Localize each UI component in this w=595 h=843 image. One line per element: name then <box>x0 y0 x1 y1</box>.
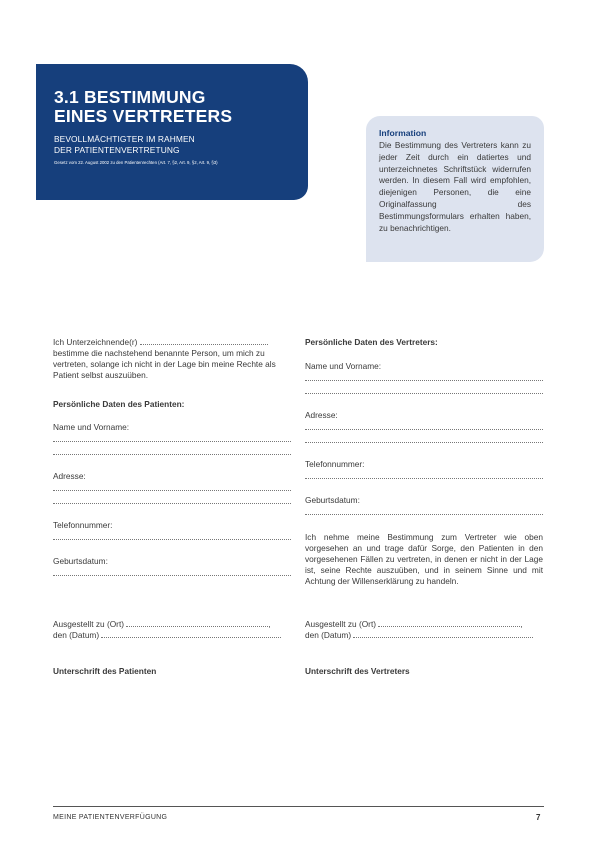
patient-name-label: Name und Vorname: <box>53 422 130 432</box>
law-reference: Gesetz vom 22. August 2002 zu den Patientenrechten (Art. 7, §2, Art. 9, §2, Art. 9, §3) <box>54 160 218 165</box>
patient-name-field[interactable] <box>53 441 291 442</box>
patient-phone-field[interactable] <box>53 539 291 540</box>
representative-name-label: Name und Vorname: <box>305 361 382 371</box>
issued-date-label: den (Datum) <box>305 630 352 640</box>
representative-issued-place-field[interactable] <box>378 619 520 627</box>
acceptance-text: Ich nehme meine Bestimmung zum Vertreter wie oben vorgesehen an und trage dafür Sorge, den Patienten in den vorgesehenen Fällen zu vertreten, in denen er nicht in der Lage ist, seine Rechte auszuüben, und in seinem Sinne und mit Achtung der Willenserklärung zu handeln. <box>305 532 543 586</box>
representative-signature-label: Unterschrift des Vertreters <box>305 666 410 676</box>
patient-section-title: Persönliche Daten des Patienten: <box>53 399 185 409</box>
section-header <box>36 64 308 200</box>
intro-text: bestimme die nachstehend benannte Person, um mich zu vertreten, solange ich nicht in der Lage bin meine Rechte als Patient selbst auszuüben. <box>53 348 276 380</box>
issued-place-label: Ausgestellt zu (Ort) <box>53 619 125 629</box>
patient-signature-label: Unterschrift des Patienten <box>53 666 157 676</box>
patient-issued-place-field[interactable] <box>126 619 268 627</box>
title-line-1: 3.1 BESTIMMUNG <box>54 87 206 107</box>
representative-birth-label: Geburtsdatum: <box>305 495 360 505</box>
patient-birth-label: Geburtsdatum: <box>53 556 108 566</box>
representative-issued-date-field[interactable] <box>353 630 533 638</box>
representative-address-label: Adresse: <box>305 410 338 420</box>
patient-name-field-2[interactable] <box>53 454 291 455</box>
patient-issued-date-field[interactable] <box>101 630 281 638</box>
subtitle-line-1: BEVOLLMÄCHTIGTER IM RAHMEN <box>54 134 195 144</box>
information-title: Information <box>379 128 427 138</box>
representative-phone-label: Telefonnummer: <box>305 459 365 469</box>
patient-issued-place-line: Ausgestellt zu (Ort) , <box>53 619 271 629</box>
patient-phone-label: Telefonnummer: <box>53 520 113 530</box>
information-box <box>366 116 544 262</box>
intro-line <box>53 337 268 348</box>
representative-address-field[interactable] <box>305 429 543 430</box>
intro-label: Ich Unterzeichnende(r) <box>53 337 138 347</box>
representative-issued-date-line <box>305 630 533 641</box>
page-title <box>54 88 232 126</box>
footer-document-title: MEINE PATIENTENVERFÜGUNG <box>53 814 168 821</box>
title-line-2: EINES VERTRETERS <box>54 106 233 126</box>
patient-issued-date-line <box>53 630 281 641</box>
representative-section-title: Persönliche Daten des Vertreters: <box>305 337 438 347</box>
subtitle-line-2: DER PATIENTENVERTRETUNG <box>54 145 180 155</box>
representative-address-field-2[interactable] <box>305 442 543 443</box>
representative-name-field-2[interactable] <box>305 393 543 394</box>
representative-issued-place-line: Ausgestellt zu (Ort) , <box>305 619 523 629</box>
representative-birth-field[interactable] <box>305 514 543 515</box>
information-text: Die Bestimmung des Vertreters kann zu jeder Zeit durch ein datiertes und unterzeichnetes Schriftstück widerrufen werden. In diesem Fall wird empfohlen, diejenigen Personen, die eine Originalfassung des Bestimmungsformulars erhalten haben, zu benachrichtigen. <box>379 140 531 233</box>
representative-phone-field[interactable] <box>305 478 543 479</box>
patient-birth-field[interactable] <box>53 575 291 576</box>
footer-divider <box>53 806 544 807</box>
representative-name-field[interactable] <box>305 380 543 381</box>
issued-place-label: Ausgestellt zu (Ort) <box>305 619 377 629</box>
issued-date-label: den (Datum) <box>53 630 100 640</box>
patient-address-field-2[interactable] <box>53 503 291 504</box>
page-subtitle <box>54 134 195 156</box>
page-number: 7 <box>536 813 541 822</box>
patient-address-field[interactable] <box>53 490 291 491</box>
patient-address-label: Adresse: <box>53 471 86 481</box>
signer-name-field[interactable] <box>140 337 268 345</box>
